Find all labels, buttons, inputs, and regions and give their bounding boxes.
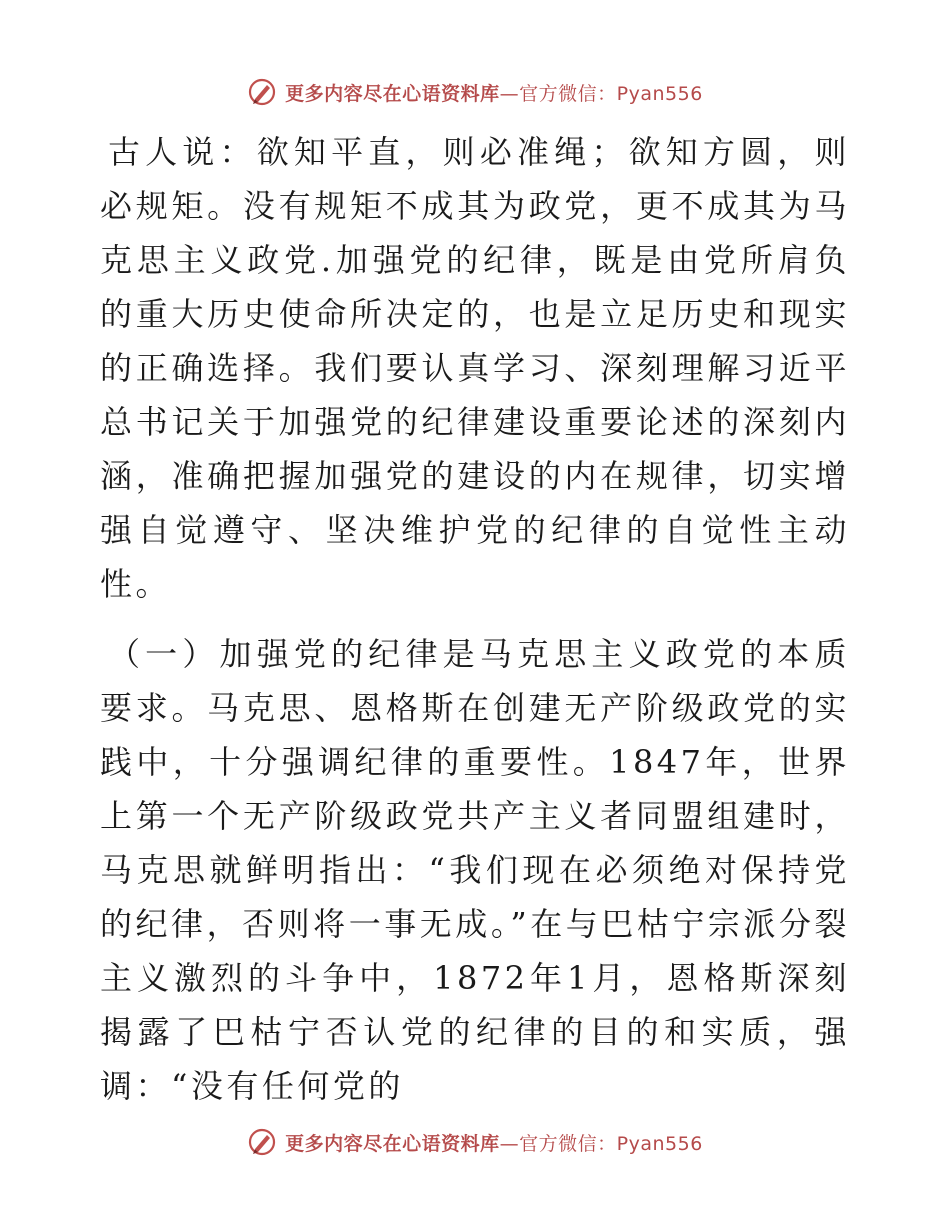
watermark-text: [285, 79, 703, 106]
pen-logo-icon: [247, 1127, 277, 1157]
header-watermark: [0, 72, 950, 112]
footer-watermark: [0, 1122, 950, 1162]
watermark-text: [285, 1129, 703, 1156]
paragraph-intro: 古人说：欲知平直，则必准绳；欲知方圆，则必规矩。没有规矩不成其为政党，更不成其为马克思主义政党.加强党的纪律，既是由党所肩负的重大历史使命所决定的，也是立足历史和现实的正确选择。我们要认真学习、深刻理解习近平总书记关于加强党的纪律建设重要论述的深刻内涵，准确把握加强党的建设的内在规律，切实增强自觉遵守、坚决维护党的纪律的自觉性主动性。: [100, 133, 850, 603]
pen-logo-icon: [247, 77, 277, 107]
watermark-main-text: 更多内容尽在心语资料库: [285, 1132, 500, 1155]
watermark-sub-text: 官方微信：Pyan556: [519, 1132, 703, 1155]
watermark-separator: —: [499, 82, 520, 105]
watermark-main-text: 更多内容尽在心语资料库: [285, 82, 500, 105]
watermark-separator: —: [499, 1132, 520, 1155]
watermark-sub-text: 官方微信：Pyan556: [519, 82, 703, 105]
paragraph-section-one: （一）加强党的纪律是马克思主义政党的本质要求。马克思、恩格斯在创建无产阶级政党的实践中，十分强调纪律的重要性。1847年，世界上第一个无产阶级政党共产主义者同盟组建时，马克思就鲜明指出：“我们现在必须绝对保持党的纪律，否则将一事无成。”在与巴枯宁宗派分裂主义激烈的斗争中，1872年1月，恩格斯深刻揭露了巴枯宁否认党的纪律的目的和实质，强调：“没有任何党的: [100, 635, 850, 1105]
document-body: [100, 125, 850, 1113]
